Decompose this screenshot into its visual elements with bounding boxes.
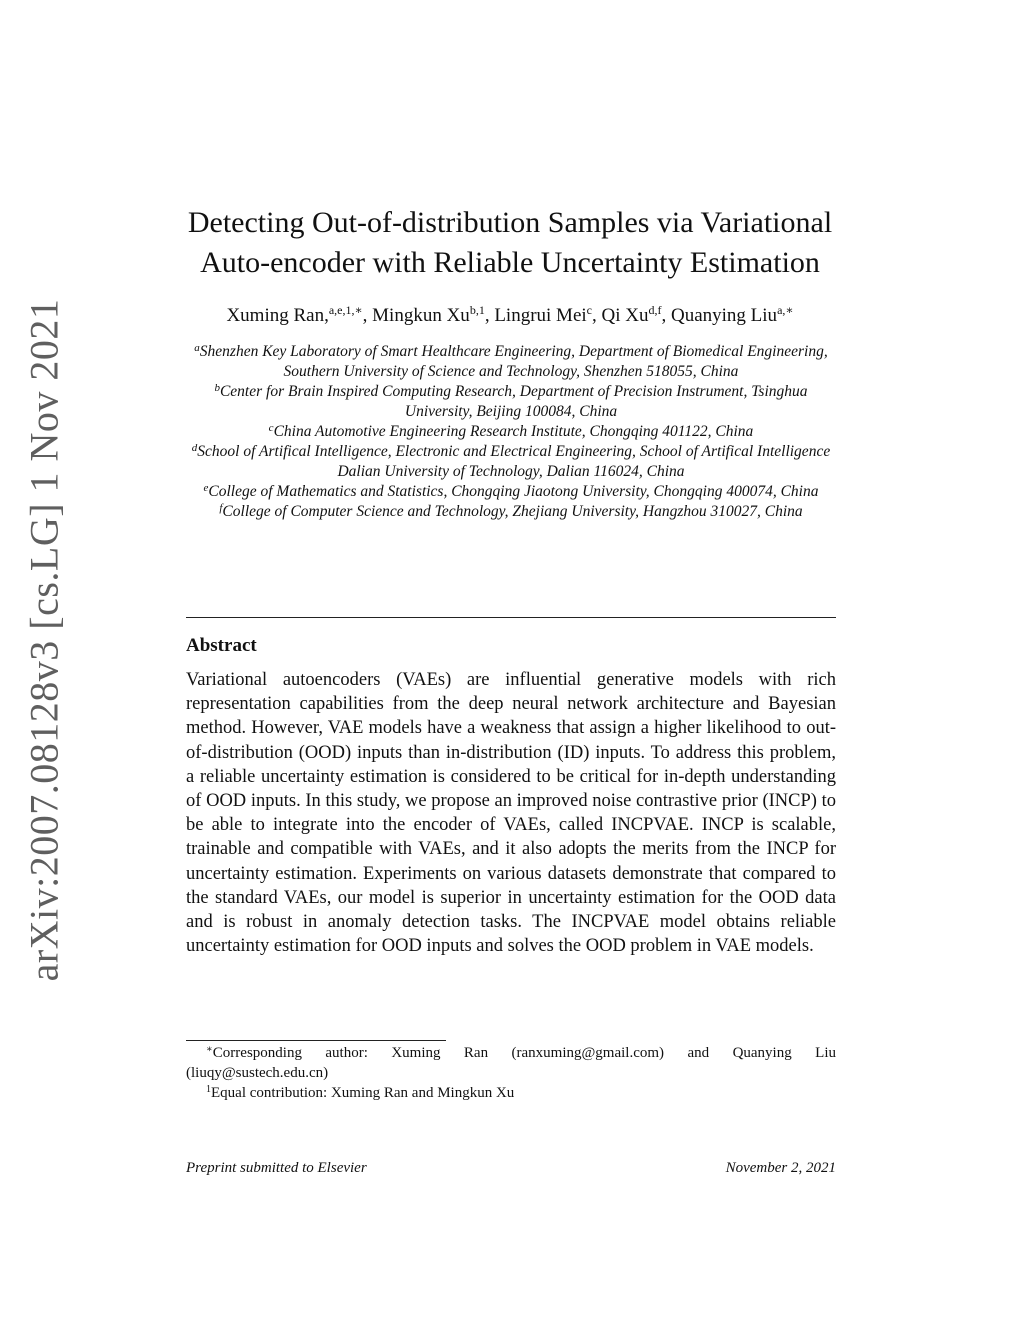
affiliation-text: Center for Brain Inspired Computing Research, Department of Precision Instrument, Tsinghua University, Beijing 100084, China — [219, 383, 808, 420]
affiliation-mark: c — [268, 422, 274, 434]
affiliation-item — [184, 422, 838, 442]
footnote-text: Corresponding author: Xuming Ran (ranxuming@gmail.com) and Quanying Liu (liuqy@sustech.edu.cn) — [186, 1045, 836, 1081]
footnote-item — [186, 1043, 836, 1083]
affiliation-list — [184, 342, 838, 522]
footnotes — [186, 1043, 836, 1103]
affiliation-text: Shenzhen Key Laboratory of Smart Healthcare Engineering, Department of Biomedical Engineering, Southern University of Science and Technology, Shenzhen 518055, China — [199, 343, 828, 380]
affiliation-item — [184, 342, 838, 382]
affiliation-text: School of Artifical Intelligence, Electronic and Electrical Engineering, School of Artifical Intelligence Dalian University of Technology, Dalian 116024, China — [197, 443, 831, 480]
affiliation-mark: a — [194, 342, 200, 354]
author-affiliation-marks: b,1 — [469, 303, 485, 317]
author-separator: , — [592, 305, 602, 326]
author-name: Lingrui Mei — [494, 305, 587, 326]
affiliation-item — [184, 502, 838, 522]
author-affiliation-marks: a,e,1,∗ — [328, 303, 363, 317]
author-affiliation-marks: a,∗ — [777, 303, 794, 317]
footnote-mark: ∗ — [206, 1044, 213, 1055]
footnote-mark: 1 — [206, 1084, 211, 1095]
affiliation-item — [184, 442, 838, 482]
arxiv-identifier-stamp: arXiv:2007.08128v3 [cs.LG] 1 Nov 2021 — [21, 298, 67, 982]
affiliation-mark: d — [191, 442, 198, 454]
abstract-text: Variational autoencoders (VAEs) are influential generative models with rich representation capabilities from the deep neural network architecture and Bayesian method. However, VAE models have a weakness that assign a higher likelihood to out-of-distribution (OOD) inputs than in-distribution (ID) inputs. To address this problem, a reliable uncertainty estimation is considered to be critical for in-depth understanding of OOD inputs. In this study, we propose an improved noise contrastive prior (INCP) to be able to integrate into the encoder of VAEs, called INCPVAE. INCP is scalable, trainable and compatible with VAEs, and it also adopts the merits from the INCP for uncertainty estimation. Experiments on various datasets demonstrate that compared to the standard VAEs, our model is superior in uncertainty estimation for the OOD data and is robust in anomaly detection tasks. The INCPVAE model obtains reliable uncertainty estimation for OOD inputs and solves the OOD problem in VAE models. — [186, 670, 836, 957]
author-separator: , — [362, 305, 373, 326]
author-name: Quanying Liu — [670, 305, 778, 326]
affiliation-mark: b — [214, 382, 220, 394]
affiliation-text: College of Mathematics and Statistics, Chongqing Jiaotong University, Chongqing 400074, China — [208, 483, 819, 500]
affiliation-item — [184, 382, 838, 422]
paper-title — [160, 203, 860, 283]
footnote-item — [186, 1083, 836, 1103]
author-separator: , — [484, 305, 495, 326]
title-line-2: Auto-encoder with Reliable Uncertainty Estimation — [200, 246, 820, 279]
preprint-note: Preprint submitted to Elsevier — [186, 1160, 367, 1176]
affiliation-item — [184, 482, 838, 502]
author-separator: , — [661, 305, 671, 326]
author-list — [150, 304, 870, 328]
author-name: Xuming Ran, — [226, 305, 329, 326]
affiliation-text: College of Computer Science and Technology, Zhejiang University, Hangzhou 310027, China — [222, 503, 803, 520]
preprint-date: November 2, 2021 — [725, 1160, 836, 1176]
footnote-text: Equal contribution: Xuming Ran and Mingkun Xu — [211, 1085, 515, 1101]
author-name: Mingkun Xu — [372, 305, 470, 326]
footnote-divider — [186, 1040, 446, 1041]
title-line-1: Detecting Out-of-distribution Samples via Variational — [187, 206, 833, 239]
author-affiliation-marks: d,f — [648, 303, 662, 317]
affiliation-mark: e — [203, 482, 209, 494]
abstract-top-divider — [186, 617, 836, 618]
affiliation-mark: f — [219, 502, 223, 514]
affiliation-text: China Automotive Engineering Research Institute, Chongqing 401122, China — [273, 423, 754, 440]
author-name: Qi Xu — [601, 305, 649, 326]
abstract-heading: Abstract — [186, 635, 257, 656]
author-affiliation-marks: c — [586, 303, 592, 317]
